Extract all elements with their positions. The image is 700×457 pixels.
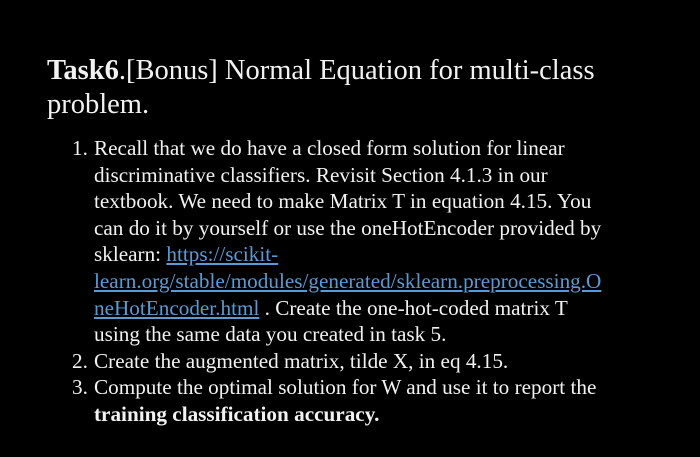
list-item-2 xyxy=(0,348,700,375)
after-link-text: . Create the one-hot-coded matrix T xyxy=(259,295,568,320)
task-title-line2: problem. xyxy=(47,89,150,120)
item1-line2: discriminative classifiers. Revisit Section 4.1.3 in our xyxy=(94,162,548,187)
onehotencoder-link-part3[interactable]: neHotEncoder.html xyxy=(94,295,260,320)
task-list xyxy=(0,135,700,428)
list-item-3 xyxy=(0,374,700,427)
list-number-1: 1. xyxy=(72,136,88,160)
onehotencoder-link-part1[interactable]: https://scikit- xyxy=(166,242,279,267)
sklearn-prefix: sklearn: xyxy=(94,242,167,267)
task-title xyxy=(47,54,667,122)
list-item-1 xyxy=(0,135,700,348)
item1-line7 xyxy=(94,295,660,322)
item3-line1: Compute the optimal solution for W and use it to report the xyxy=(94,375,597,400)
item1-line6 xyxy=(94,268,660,295)
item2-text: Create the augmented matrix, tilde X, in eq 4.15. xyxy=(94,348,509,373)
onehotencoder-link-part2[interactable]: learn.org/stable/modules/generated/sklearn.preprocessing.O xyxy=(94,268,602,293)
list-number-2: 2. xyxy=(72,348,88,373)
task-title-line1: .[Bonus] Normal Equation for multi-class xyxy=(118,55,595,86)
item1-line4: can do it by yourself or use the oneHotEncoder provided by xyxy=(94,215,602,240)
item3-bold-text: training classification accuracy. xyxy=(94,401,380,426)
item1-line5 xyxy=(94,241,660,268)
item1-line1: Recall that we do have a closed form solution for linear xyxy=(94,136,565,160)
item1-line8: using the same data you created in task 5. xyxy=(94,322,447,347)
list-number-3: 3. xyxy=(72,375,88,400)
item1-line3: textbook. We need to make Matrix T in equation 4.15. You xyxy=(94,189,592,214)
item3-line2 xyxy=(94,401,660,428)
task-title-bold: Task6 xyxy=(47,55,119,86)
